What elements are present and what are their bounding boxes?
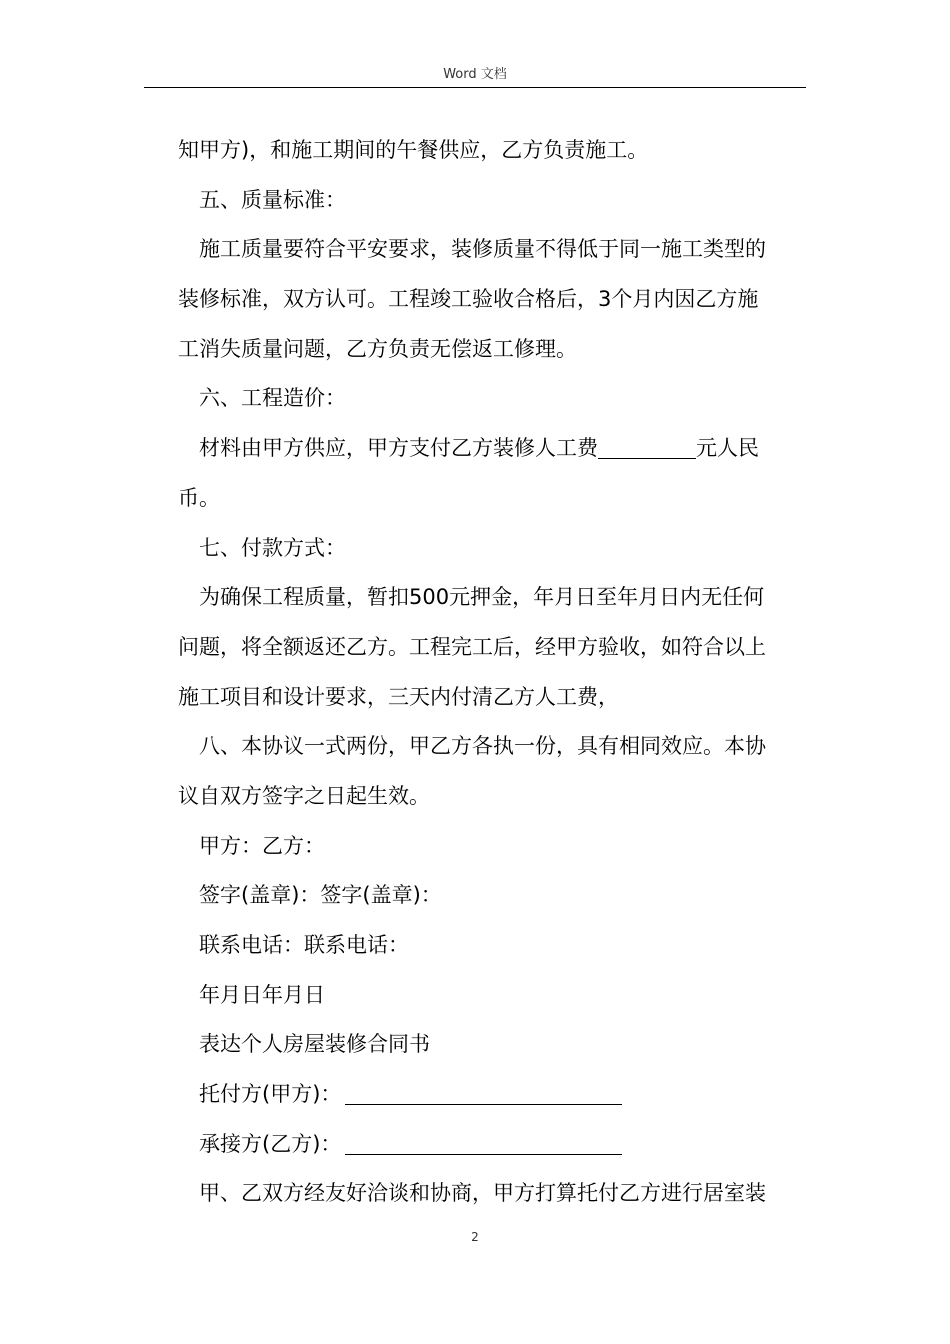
section-heading-quality: 五、质量标准： xyxy=(199,187,346,212)
section-heading-cost: 六、工程造价： xyxy=(199,386,346,411)
labor-fee-blank xyxy=(598,436,696,459)
paragraph-line: 知甲方)，和施工期间的午餐供应，乙方负责施工。 xyxy=(178,138,649,162)
signature-line: 签字(盖章)：签字(盖章)： xyxy=(199,883,442,908)
paragraph-line: 甲、乙双方经友好洽谈和协商，甲方打算托付乙方进行居室装 xyxy=(199,1181,766,1206)
paragraph-line: 八、本协议一式两份，甲乙方各执一份，具有相同效应。本协 xyxy=(199,734,766,759)
date-line: 年月日年月日 xyxy=(199,982,325,1007)
paragraph-line: 为确保工程质量，暂扣500元押金，年月日至年月日内无任何 xyxy=(199,585,765,610)
party-label-line: 甲方：乙方： xyxy=(199,833,325,858)
contract-title: 表达个人房屋装修合同书 xyxy=(199,1032,430,1057)
section-heading-payment: 七、付款方式： xyxy=(199,535,346,560)
client-label: 托付方(甲方)： xyxy=(199,1082,342,1107)
client-blank xyxy=(345,1082,622,1105)
paragraph-line: 装修标准，双方认可。工程竣工验收合格后，3个月内因乙方施 xyxy=(178,287,759,312)
paragraph-line xyxy=(178,424,808,474)
contractor-line xyxy=(178,1120,808,1170)
page-number: 2 xyxy=(471,1230,479,1244)
document-body xyxy=(178,126,808,1219)
contractor-label: 承接方(乙方)： xyxy=(199,1131,342,1156)
currency-text: 元人民 xyxy=(696,436,759,461)
paragraph-line: 议自双方签字之日起生效。 xyxy=(178,783,430,808)
client-line xyxy=(178,1070,808,1120)
page-header: Word 文档 xyxy=(443,67,507,82)
paragraph-line: 币。 xyxy=(178,485,220,510)
paragraph-line: 工消失质量问题，乙方负责无偿返工修理。 xyxy=(178,336,577,361)
paragraph-line: 施工项目和设计要求，三天内付清乙方人工费， xyxy=(178,684,619,709)
contractor-blank xyxy=(345,1132,622,1155)
header-rule xyxy=(144,87,806,88)
phone-line: 联系电话：联系电话： xyxy=(199,933,409,957)
paragraph-line: 问题，将全额返还乙方。工程完工后，经甲方验收，如符合以上 xyxy=(178,634,766,659)
paragraph-line: 施工质量要符合平安要求，装修质量不得低于同一施工类型的 xyxy=(199,237,766,262)
labor-fee-text: 材料由甲方供应，甲方支付乙方装修人工费 xyxy=(199,436,598,461)
